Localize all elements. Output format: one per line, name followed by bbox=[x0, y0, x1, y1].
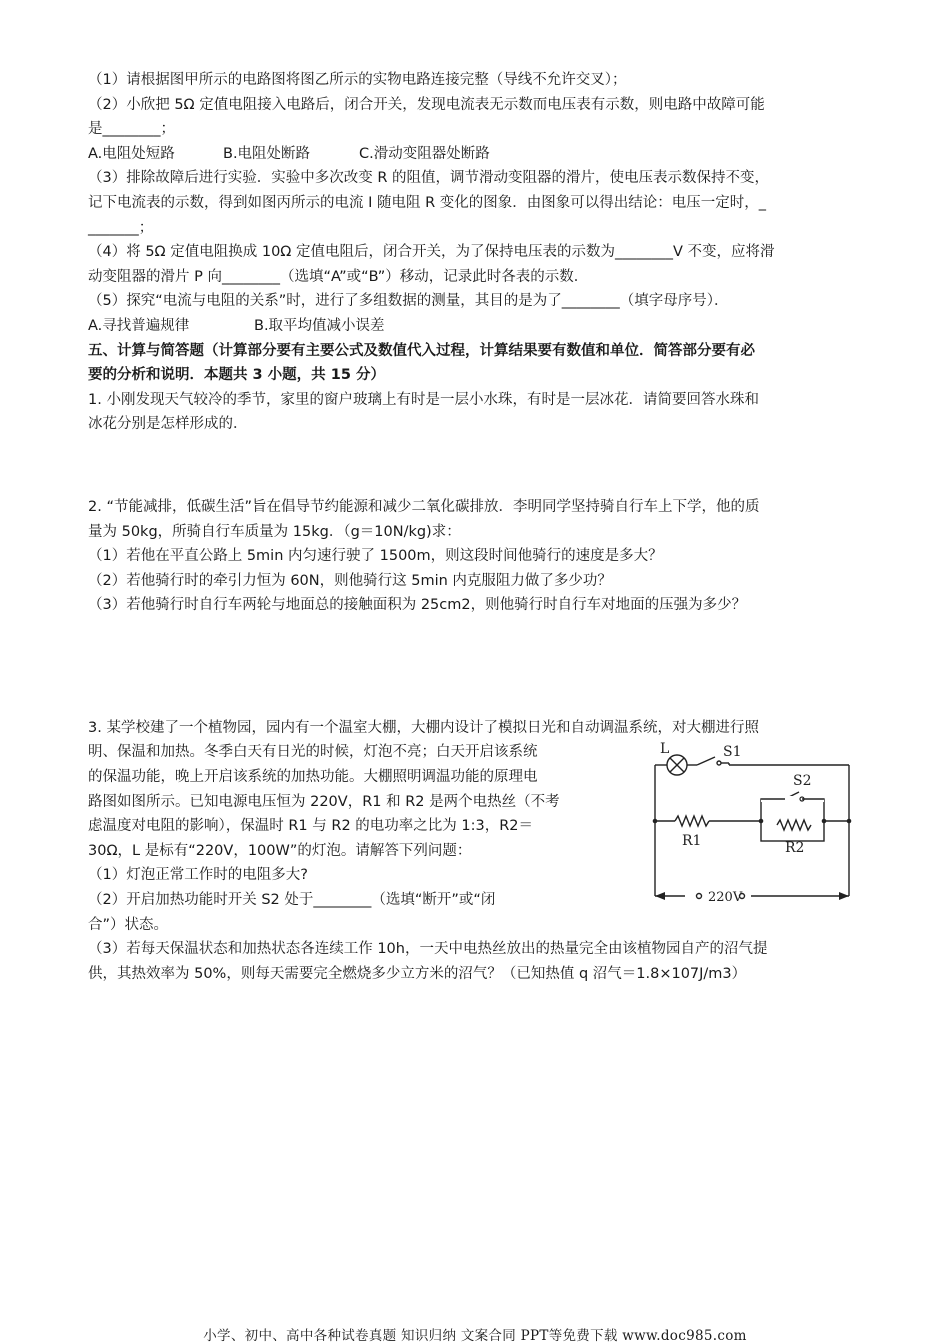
section-heading-line2: 要的分析和说明．本题共 3 小题，共 15 分） bbox=[88, 367, 385, 384]
q4-3-line3: _______； bbox=[88, 219, 154, 236]
resistor-r1-icon bbox=[675, 816, 709, 826]
q4-2-options bbox=[88, 142, 874, 167]
problem2-q3: （3）若他骑行时自行车两轮与地面总的接触面积为 25cm2，则他骑行时自行车对地面的压强为多少？ bbox=[88, 597, 747, 614]
label-r1: R1 bbox=[682, 832, 702, 849]
q4-2-line2: 是________； bbox=[88, 121, 175, 138]
problem2-q1: （1）若他在平直公路上 5min 内匀速行驶了 1500m，则这段时间他骑行的速度是多大？ bbox=[88, 548, 663, 565]
answer-space bbox=[88, 618, 874, 716]
junction-dot bbox=[847, 819, 852, 824]
problem3-line3: 的保温功能，晚上开启该系统的加热功能。大棚照明调温功能的原理电 bbox=[88, 769, 538, 786]
q4-1-text: （1）请根据图甲所示的电路图将图乙所示的实物电路连接完整（导线不允许交叉）； bbox=[88, 72, 627, 88]
option-a: A.寻找普遍规律 bbox=[88, 317, 190, 334]
option-c: C.滑动变阻器处断路 bbox=[359, 145, 490, 162]
q4-5-line1: （5）探究“电流与电阻的关系”时，进行了多组数据的测量，其目的是为了________（填字母序号）． bbox=[88, 293, 729, 310]
q4-5-options bbox=[88, 314, 874, 339]
label-s2: S2 bbox=[793, 772, 812, 789]
problem2-line2: 量为 50kg，所骑自行车质量为 15kg．（g＝10N/kg)求： bbox=[88, 523, 461, 540]
problem3-narrow-block bbox=[88, 740, 623, 937]
problem3-line6: 30Ω，L 是标有“220V，100W”的灯泡。请解答下列问题： bbox=[88, 842, 472, 859]
problem3-q2-line1: （2）开启加热功能时开关 S2 处于________（选填“断开”或“闭 bbox=[88, 892, 496, 909]
q4-3-line1: （3）排除故障后进行实验．实验中多次改变 R 的阻值，调节滑动变阻器的滑片，使电压表示数保持不变， bbox=[88, 170, 770, 187]
switch-s1-icon bbox=[697, 757, 715, 765]
terminal-icon bbox=[697, 893, 702, 898]
q4-2-line1: （2）小欣把 5Ω 定值电阻接入电路后，闭合开关，发现电流表无示数而电压表有示数，则电路中故障可能 bbox=[88, 96, 765, 113]
page-footer: 小学、初中、高中各种试卷真题 知识归纳 文案合同 PPT等免费下载 www.doc985.com bbox=[203, 1328, 747, 1344]
problem3-line2: 明、保温和加热。冬季白天有日光的时候，灯泡不亮；白天开启该系统 bbox=[88, 744, 538, 761]
label-voltage: 220V bbox=[708, 889, 743, 905]
problem1-line1: 1. 小刚发现天气较冷的季节，家里的窗户玻璃上有时是一层小水珠，有时是一层冰花．请简要回答水珠和 bbox=[88, 391, 759, 408]
label-s1: S1 bbox=[723, 743, 742, 760]
q4-4-line2: 动变阻器的滑片 P 向________（选填“A”或“B”）移动，记录此时各表的示数． bbox=[88, 268, 589, 285]
problem3-line4: 路图如图所示。已知电源电压恒为 220V，R1 和 R2 是两个电热丝（不考 bbox=[88, 793, 560, 810]
option-b: B.电阻处断路 bbox=[223, 145, 311, 162]
problem1-line2: 冰花分别是怎样形成的． bbox=[88, 416, 248, 433]
arrow-left-icon bbox=[655, 892, 665, 900]
problem3-line5: 虑温度对电阻的影响），保温时 R1 与 R2 的电功率之比为 1:3，R2＝ bbox=[88, 818, 534, 835]
problem3-q3-line2: 供，其热效率为 50%，则每天需要完全燃烧多少立方米的沼气？（已知热值 q 沼气＝1.8×107J/m3） bbox=[88, 965, 747, 982]
problem3-q1: （1）灯泡正常工作时的电阻多大? bbox=[88, 867, 308, 884]
label-r2: R2 bbox=[785, 839, 805, 856]
resistor-r2-icon bbox=[777, 820, 811, 830]
q4-3-line2: 记下电流表的示数，得到如图丙所示的电流 I 随电阻 R 变化的图象．由图象可以得出结论：电压一定时，_ bbox=[88, 194, 767, 211]
problem2-q2: （2）若他骑行时的牵引力恒为 60N，则他骑行这 5min 内克服阻力做了多少功？ bbox=[88, 572, 612, 589]
parallel-loop bbox=[761, 799, 824, 841]
problem3 bbox=[88, 716, 874, 987]
section-heading-line1: 五、计算与简答题（计算部分要有主要公式及数值代入过程，计算结果要有数值和单位．简答部分要有必 bbox=[88, 342, 755, 359]
q4-4-line1: （4）将 5Ω 定值电阻换成 10Ω 定值电阻后，闭合开关，为了保持电压表的示数为________V 不变，应将滑 bbox=[88, 244, 775, 261]
problem2-line1: 2. “节能减排，低碳生活”旨在倡导节约能源和减少二氧化碳排放．李明同学坚持骑自行车上下学，他的质 bbox=[88, 498, 760, 515]
problem3-line1: 3. 某学校建了一个植物园，园内有一个温室大棚，大棚内设计了模拟日光和自动调温系统，对大棚进行照 bbox=[88, 719, 759, 736]
label-l: L bbox=[660, 741, 670, 757]
option-b: B.取平均值减小误差 bbox=[254, 317, 385, 334]
junction-dot bbox=[822, 819, 827, 824]
problem3-q3-line1: （3）若每天保温状态和加热状态各连续工作 10h，一天中电热丝放出的热量完全由该植物园自产的沼气提 bbox=[88, 941, 768, 958]
option-a: A.电阻处短路 bbox=[88, 145, 175, 162]
problem3-q2-line2: 合”）状态。 bbox=[88, 916, 169, 933]
junction-dot bbox=[759, 819, 764, 824]
answer-space bbox=[88, 437, 874, 495]
arrow-right-icon bbox=[839, 892, 849, 900]
junction-dot bbox=[653, 819, 658, 824]
switch-s1-contact bbox=[717, 761, 721, 765]
circuit-diagram bbox=[635, 742, 861, 918]
document-page bbox=[88, 68, 874, 986]
